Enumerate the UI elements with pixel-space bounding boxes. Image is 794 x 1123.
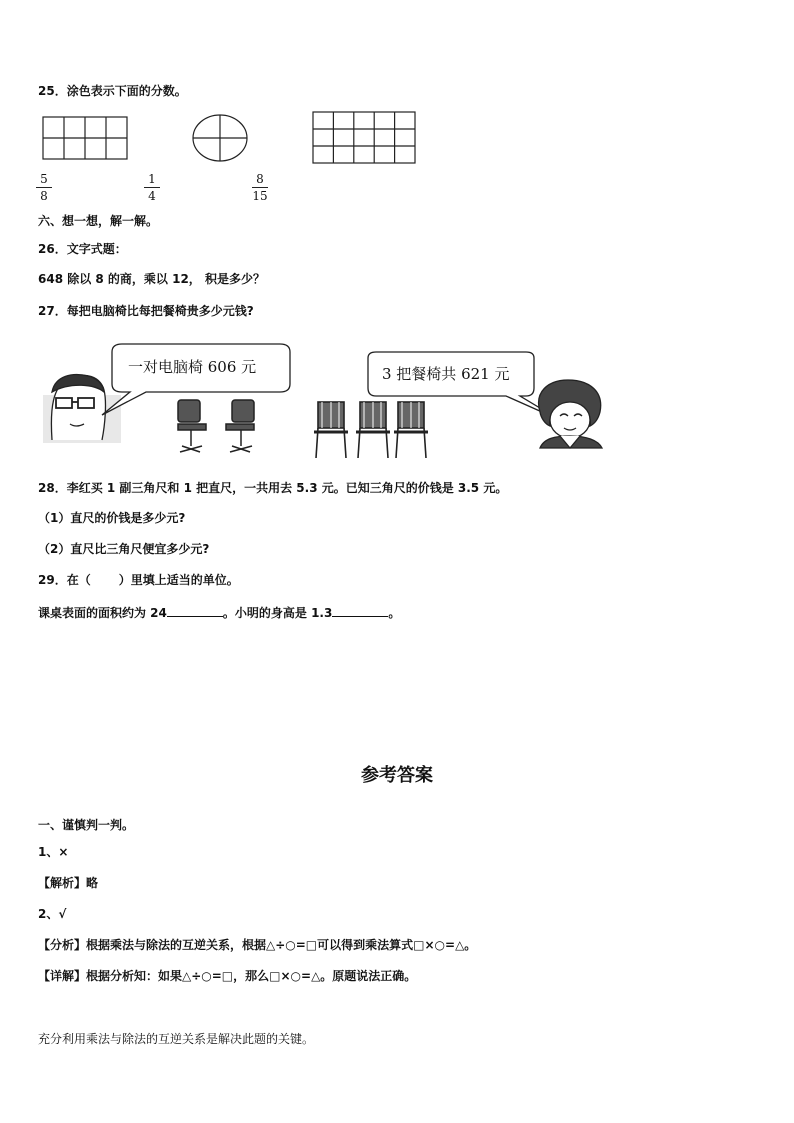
woman-figure [539,380,602,448]
fraction-numerator: 8 [256,172,264,186]
q27-illustration [43,344,602,458]
q29-text-part-b: 。小明的身高是 1.3 [222,606,333,620]
fraction-denominator: 4 [148,189,156,203]
q28-sub1: （1）直尺的价钱是多少元? [38,511,186,525]
office-chairs [178,400,254,452]
answers-heading: 参考答案 [361,765,433,786]
answer-2: 2、√ [38,907,67,921]
answer-1-note: 【解析】略 [38,876,99,890]
dining-chairs [314,402,428,458]
fraction-1-4 [144,172,160,203]
answer-2-detail: 【详解】根据分析知：如果△÷○=□，那么□×○=△。原题说法正确。 [38,969,417,983]
q29-title-part-a: 29．在（ [38,573,91,587]
q28-sub2: （2）直尺比三角尺便宜多少元? [38,542,210,556]
fraction-8-15 [252,172,268,203]
q29-title-part-b: ）里填上适当的单位。 [118,573,239,587]
fraction-numerator: 1 [148,172,156,186]
fraction-numerator: 5 [40,172,48,186]
bubble-left-text: 一对电脑椅 606 元 [128,358,257,376]
fraction-denominator: 8 [40,189,48,203]
answers-section-1: 一、谨慎判一判。 [38,818,135,832]
section-6-heading: 六、想一想，解一解。 [38,214,159,228]
answer-2-analysis: 【分析】根据乘法与除法的互逆关系，根据△÷○=□可以得到乘法算式□×○=△。 [38,938,477,952]
bubble-right-text: 3 把餐椅共 621 元 [382,365,510,383]
fraction-bar [144,187,160,188]
answer-2-summary: 充分利用乘法与除法的互逆关系是解决此题的关键。 [38,1032,315,1046]
shape-rect-grid-2x4[interactable] [43,117,127,159]
speech-bubble-right [368,352,560,420]
fraction-denominator: 15 [252,189,268,203]
answer-1: 1、× [38,845,69,859]
fraction-bar [252,187,268,188]
q29-title [38,572,239,588]
answer-blank-area-unit[interactable] [167,604,223,617]
q25-title: 25．涂色表示下面的分数。 [38,84,187,98]
q29-text-part-c: 。 [388,606,401,620]
q29-text-part-a: 课桌表面的面积约为 24 [38,606,167,620]
q26-title: 26．文字式题： [38,242,127,256]
q28-title: 28．李红买 1 副三角尺和 1 把直尺，一共用去 5.3 元。已知三角尺的价钱是 3.5 元。 [38,481,508,495]
shape-rect-grid-3x5[interactable] [313,112,415,163]
q29-text [38,604,400,621]
q26-text: 648 除以 8 的商，乘以 12， 积是多少？ [38,272,265,286]
fraction-5-8 [36,172,52,203]
q27-title: 27．每把电脑椅比每把餐椅贵多少元钱? [38,304,254,318]
answer-blank-height-unit[interactable] [332,604,388,617]
fraction-bar [36,187,52,188]
shape-circle-quarters[interactable] [193,115,247,161]
